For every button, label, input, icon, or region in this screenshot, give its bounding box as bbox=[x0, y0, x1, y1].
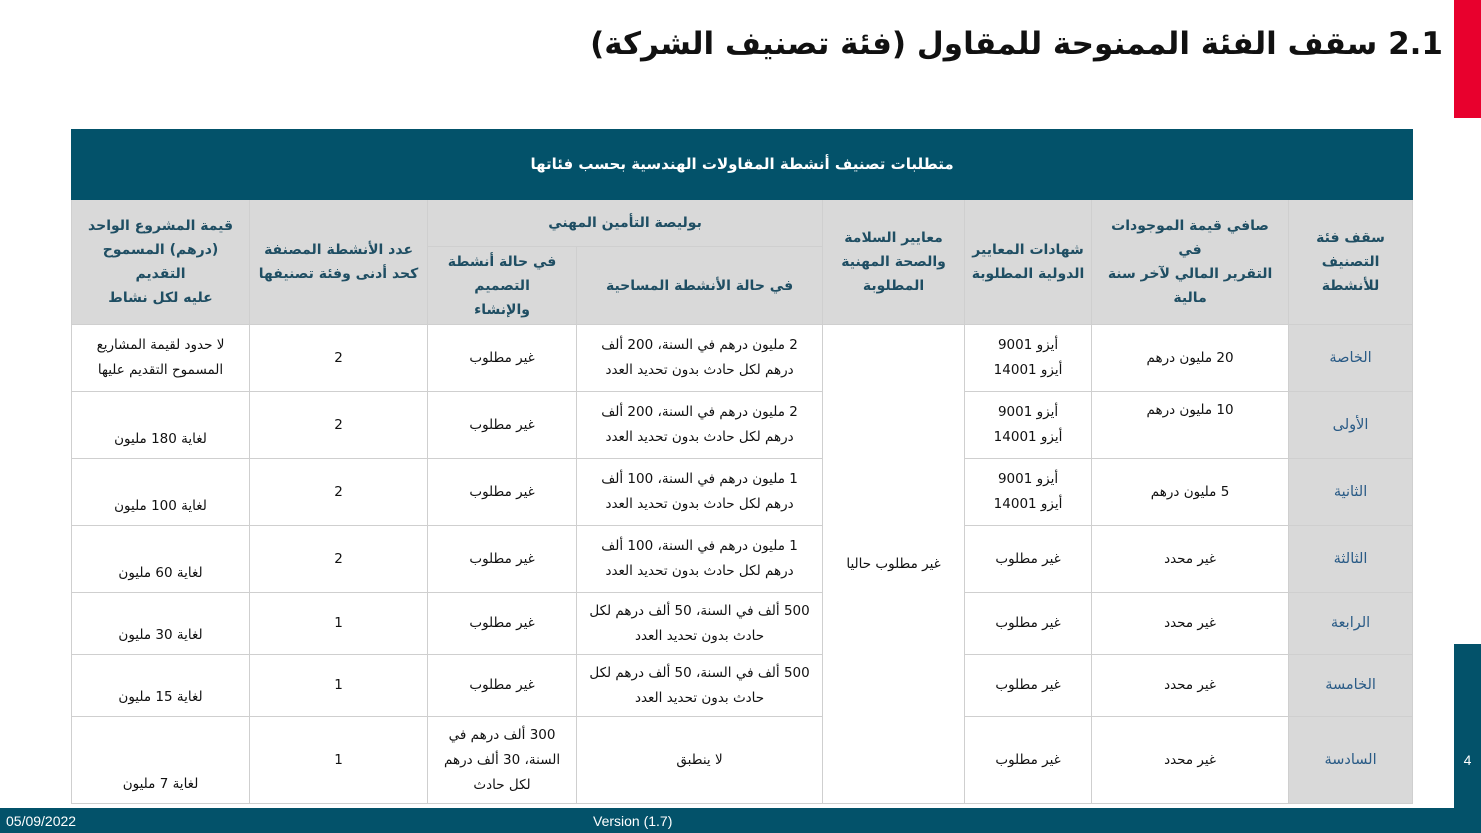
table-row bbox=[72, 526, 1413, 593]
insurance-design-cell: غير مطلوب bbox=[428, 593, 577, 655]
insurance-survey-cell: 500 ألف في السنة، 50 ألف درهم لكل حادث بدون تحديد العدد bbox=[577, 655, 823, 717]
project-value-cell: لغاية 7 مليون bbox=[72, 717, 250, 804]
insurance-design-cell: غير مطلوب bbox=[428, 325, 577, 392]
project-value-cell: لغاية 100 مليون bbox=[72, 459, 250, 526]
project-value-cell: لغاية 15 مليون bbox=[72, 655, 250, 717]
iso-cell: أيزو 9001 أيزو 14001 bbox=[965, 459, 1092, 526]
table-row bbox=[72, 717, 1413, 804]
header-insurance-survey: في حالة الأنشطة المساحية bbox=[577, 247, 823, 325]
iso-cell: غير مطلوب bbox=[965, 655, 1092, 717]
insurance-design-cell: غير مطلوب bbox=[428, 392, 577, 459]
activity-count-cell: 2 bbox=[250, 325, 428, 392]
net-assets-cell: غير محدد bbox=[1092, 655, 1289, 717]
project-value-cell: لغاية 30 مليون bbox=[72, 593, 250, 655]
insurance-survey-cell: 500 ألف في السنة، 50 ألف درهم لكل حادث بدون تحديد العدد bbox=[577, 593, 823, 655]
side-block bbox=[1454, 644, 1481, 833]
classification-table bbox=[71, 129, 1413, 804]
table-row bbox=[72, 655, 1413, 717]
safety-cell: غير مطلوب حاليا bbox=[823, 325, 965, 804]
footer-bar bbox=[0, 808, 1454, 833]
category-cell: الخامسة bbox=[1289, 655, 1413, 717]
header-activity-count: عدد الأنشطة المصنفة كحد أدنى وفئة تصنيفها bbox=[250, 200, 428, 325]
iso-cell: أيزو 9001 أيزو 14001 bbox=[965, 392, 1092, 459]
net-assets-cell: 5 مليون درهم bbox=[1092, 459, 1289, 526]
insurance-design-cell: غير مطلوب bbox=[428, 459, 577, 526]
activity-count-cell: 2 bbox=[250, 459, 428, 526]
header-iso: شهادات المعايير الدولية المطلوبة bbox=[965, 200, 1092, 325]
category-cell: الثالثة bbox=[1289, 526, 1413, 593]
activity-count-cell: 2 bbox=[250, 392, 428, 459]
header-project-value: قيمة المشروع الواحد (درهم) المسموح التقديم عليه لكل نشاط bbox=[72, 200, 250, 325]
iso-cell: أيزو 9001 أيزو 14001 bbox=[965, 325, 1092, 392]
category-cell: الأولى bbox=[1289, 392, 1413, 459]
net-assets-cell: 10 مليون درهم bbox=[1092, 392, 1289, 459]
table-row bbox=[72, 325, 1413, 392]
project-value-cell: لغاية 180 مليون bbox=[72, 392, 250, 459]
table-row bbox=[72, 593, 1413, 655]
project-value-cell: لا حدود لقيمة المشاريع المسموح التقديم عليها bbox=[72, 325, 250, 392]
activity-count-cell: 1 bbox=[250, 593, 428, 655]
header-insurance-group: بوليصة التأمين المهني bbox=[428, 200, 823, 247]
insurance-design-cell: غير مطلوب bbox=[428, 655, 577, 717]
category-cell: الرابعة bbox=[1289, 593, 1413, 655]
category-cell: الخاصة bbox=[1289, 325, 1413, 392]
header-safety: معايير السلامة والصحة المهنية المطلوبة bbox=[823, 200, 965, 325]
net-assets-cell: غير محدد bbox=[1092, 717, 1289, 804]
category-cell: السادسة bbox=[1289, 717, 1413, 804]
insurance-survey-cell: لا ينطبق bbox=[577, 717, 823, 804]
header-category: سقف فئة التصنيف للأنشطة bbox=[1289, 200, 1413, 325]
net-assets-cell: غير محدد bbox=[1092, 526, 1289, 593]
insurance-survey-cell: 1 مليون درهم في السنة، 100 ألف درهم لكل حادث بدون تحديد العدد bbox=[577, 459, 823, 526]
table-title: متطلبات تصنيف أنشطة المقاولات الهندسية بحسب فئاتها bbox=[72, 130, 1413, 200]
insurance-survey-cell: 2 مليون درهم في السنة، 200 ألف درهم لكل حادث بدون تحديد العدد bbox=[577, 392, 823, 459]
page-number: 4 bbox=[1463, 752, 1472, 768]
page-title: 2.1 سقف الفئة الممنوحة للمقاول (فئة تصنيف الشركة) bbox=[590, 26, 1443, 62]
insurance-survey-cell: 2 مليون درهم في السنة، 200 ألف درهم لكل حادث بدون تحديد العدد bbox=[577, 325, 823, 392]
header-insurance-design: في حالة أنشطة التصميم والإنشاء bbox=[428, 247, 577, 325]
header-net-assets: صافي قيمة الموجودات في التقرير المالي لآخر سنة مالية bbox=[1092, 200, 1289, 325]
iso-cell: غير مطلوب bbox=[965, 526, 1092, 593]
net-assets-cell: 20 مليون درهم bbox=[1092, 325, 1289, 392]
iso-cell: غير مطلوب bbox=[965, 717, 1092, 804]
accent-bar bbox=[1454, 0, 1481, 118]
insurance-survey-cell: 1 مليون درهم في السنة، 100 ألف درهم لكل حادث بدون تحديد العدد bbox=[577, 526, 823, 593]
footer-version: Version (1.7) bbox=[593, 813, 673, 829]
net-assets-cell: غير محدد bbox=[1092, 593, 1289, 655]
iso-cell: غير مطلوب bbox=[965, 593, 1092, 655]
insurance-design-cell: 300 ألف درهم في السنة، 30 ألف درهم لكل حادث bbox=[428, 717, 577, 804]
table-row bbox=[72, 392, 1413, 459]
activity-count-cell: 2 bbox=[250, 526, 428, 593]
category-cell: الثانية bbox=[1289, 459, 1413, 526]
table-row bbox=[72, 459, 1413, 526]
activity-count-cell: 1 bbox=[250, 655, 428, 717]
insurance-design-cell: غير مطلوب bbox=[428, 526, 577, 593]
footer-date: 05/09/2022 bbox=[6, 813, 77, 829]
project-value-cell: لغاية 60 مليون bbox=[72, 526, 250, 593]
activity-count-cell: 1 bbox=[250, 717, 428, 804]
